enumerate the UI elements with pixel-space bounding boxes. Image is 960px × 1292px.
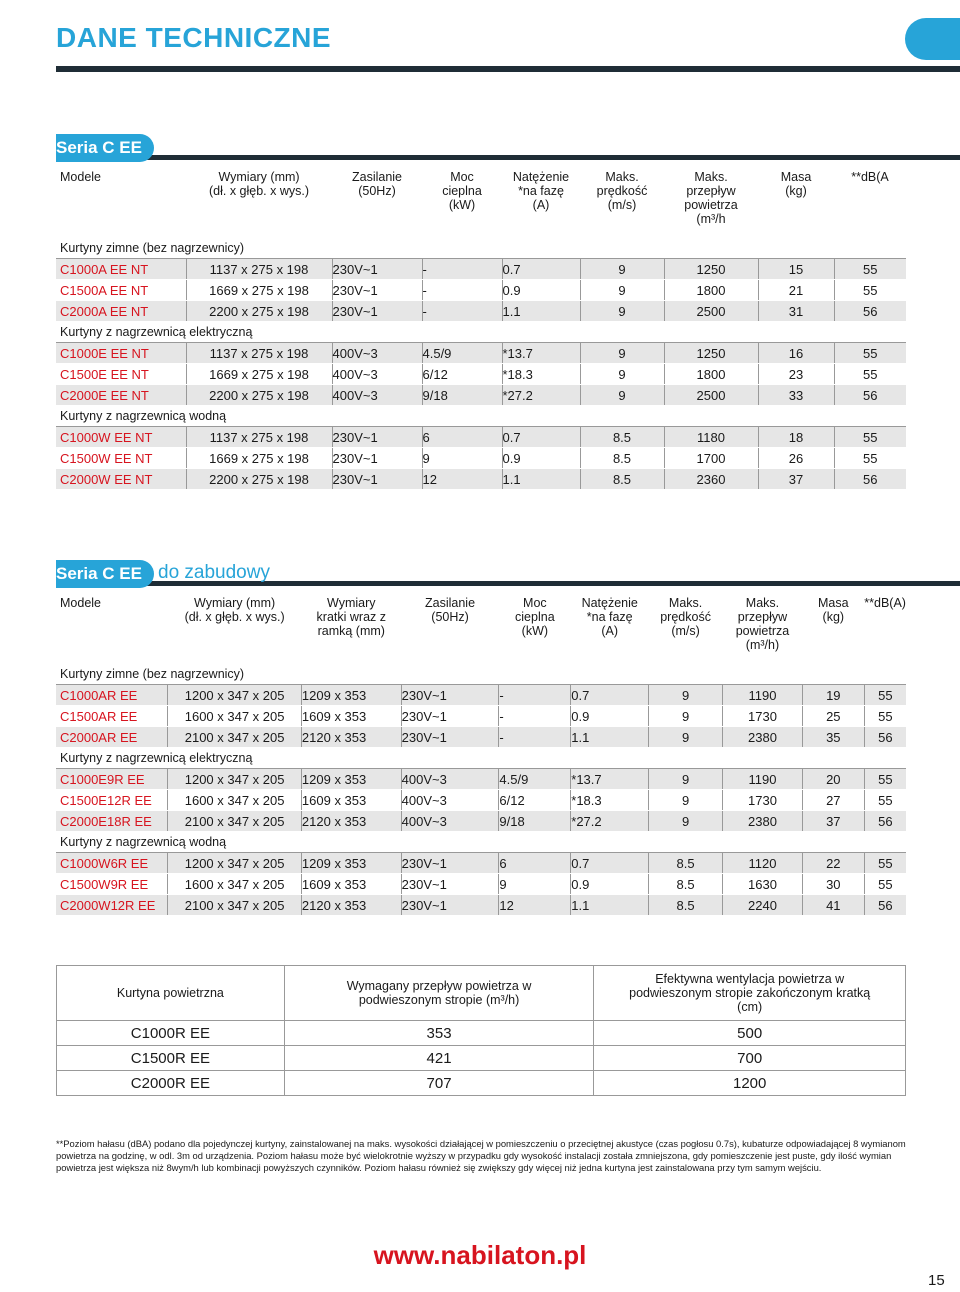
column-header: Maks. prędkość (m/s)	[660, 596, 711, 638]
model-cell: C2000E18R EE	[56, 811, 168, 832]
value-cell: 0.9	[502, 448, 580, 469]
value-cell: 1200	[594, 1071, 906, 1096]
value-cell: 1730	[723, 706, 803, 727]
value-cell: 41	[802, 895, 864, 916]
model-cell: C1000AR EE	[56, 685, 168, 706]
table-row	[56, 853, 906, 874]
section-label: Kurtyny zimne (bez nagrzewnicy)	[56, 664, 906, 685]
value-cell: 230V~1	[401, 895, 499, 916]
value-cell: 8.5	[649, 895, 723, 916]
column-header: Maks. przepływ powietrza (m³/h	[684, 170, 738, 226]
value-cell: 1180	[664, 427, 758, 448]
value-cell: 55	[834, 448, 906, 469]
value-cell: 1.1	[571, 727, 649, 748]
value-cell: 8.5	[580, 469, 664, 490]
series-2-tab	[56, 560, 154, 588]
value-cell: 15	[758, 259, 834, 280]
section-row	[56, 748, 906, 769]
model-cell: C1000E9R EE	[56, 769, 168, 790]
column-header: Modele	[60, 170, 101, 184]
footnote: **Poziom hałasu (dBA) podano dla pojedynczej kurtyny, zainstalowanej na maks. wysokości działającej w pomieszczeniu o przeciętnej akustyce (czas pogłosu 0.7s), kubaturze odpowiadającej 8 wymianom powietrza na godzinę, w odl. 3m od urządzenia. Poziom hałasu może być wielokrotnie wyższy w przypadku gdy wysokość instalacji została zmniejszona, gdy pomieszczenie jest puste, gdy ilość wymian powietrza jest większa niż 8wym/h lub kombinacji powyższych czynników. Poziom hałasu również się zwiększy gdy więcej niż jedna kurtyna jest zainstalowana przy tym samym wejściu.	[56, 1138, 906, 1173]
value-cell: 0.9	[502, 280, 580, 301]
value-cell: 55	[864, 790, 906, 811]
value-cell: 1.1	[502, 301, 580, 322]
series-2-label: Seria C EE	[56, 564, 142, 583]
table-row	[56, 385, 906, 406]
value-cell: 56	[864, 895, 906, 916]
value-cell: 2200 x 275 x 198	[186, 301, 332, 322]
value-cell: 9	[649, 685, 723, 706]
column-header: Wymagany przepływ powietrza w podwieszonym stropie (m³/h)	[284, 966, 594, 1021]
column-header: Natężenie *na fazę (A)	[512, 170, 570, 212]
column-header: Zasilanie (50Hz)	[425, 596, 476, 624]
value-cell: 500	[594, 1021, 906, 1046]
table-row	[56, 364, 906, 385]
table-row	[56, 790, 906, 811]
value-cell: 9	[580, 385, 664, 406]
value-cell: 2200 x 275 x 198	[186, 385, 332, 406]
value-cell: 230V~1	[332, 448, 422, 469]
value-cell: 26	[758, 448, 834, 469]
value-cell: 1669 x 275 x 198	[186, 448, 332, 469]
value-cell: 1120	[723, 853, 803, 874]
value-cell: 56	[834, 301, 906, 322]
value-cell: 0.7	[502, 259, 580, 280]
model-cell: C1000R EE	[57, 1021, 285, 1046]
column-header: **dB(A)	[864, 596, 906, 610]
value-cell: 0.9	[571, 874, 649, 895]
value-cell: 707	[284, 1071, 594, 1096]
value-cell: 1.1	[502, 469, 580, 490]
value-cell: 230V~1	[401, 853, 499, 874]
ceiling-table	[56, 965, 906, 1096]
value-cell: 1250	[664, 343, 758, 364]
column-header: **dB(A	[851, 170, 889, 184]
value-cell: 56	[864, 811, 906, 832]
value-cell: 9	[580, 364, 664, 385]
value-cell: *18.3	[502, 364, 580, 385]
value-cell: 1669 x 275 x 198	[186, 364, 332, 385]
section-label: Kurtyny z nagrzewnicą wodną	[56, 406, 906, 427]
column-header: Wymiary (mm) (dł. x głęb. x wys.)	[184, 596, 285, 624]
model-cell: C1000W6R EE	[56, 853, 168, 874]
section-label: Kurtyny z nagrzewnicą elektryczną	[56, 748, 906, 769]
value-cell: *13.7	[571, 769, 649, 790]
table-row	[56, 727, 906, 748]
value-cell: 19	[802, 685, 864, 706]
value-cell: 56	[834, 385, 906, 406]
value-cell: 1200 x 347 x 205	[168, 853, 302, 874]
value-cell: 230V~1	[401, 685, 499, 706]
value-cell: 37	[802, 811, 864, 832]
model-cell: C2000A EE NT	[56, 301, 186, 322]
model-cell: C1000E EE NT	[56, 343, 186, 364]
value-cell: 30	[802, 874, 864, 895]
table-row	[56, 280, 906, 301]
value-cell: *18.3	[571, 790, 649, 811]
value-cell: 12	[422, 469, 502, 490]
section-row	[56, 664, 906, 685]
value-cell: 230V~1	[332, 469, 422, 490]
value-cell: 230V~1	[332, 301, 422, 322]
value-cell: *27.2	[571, 811, 649, 832]
value-cell: 2360	[664, 469, 758, 490]
value-cell: 1609 x 353	[301, 874, 401, 895]
column-header: Moc cieplna (kW)	[515, 596, 555, 638]
model-cell: C2000AR EE	[56, 727, 168, 748]
value-cell: 1669 x 275 x 198	[186, 280, 332, 301]
value-cell: 20	[802, 769, 864, 790]
value-cell: 55	[834, 427, 906, 448]
value-cell: 1.1	[571, 895, 649, 916]
value-cell: 8.5	[649, 853, 723, 874]
value-cell: 55	[834, 280, 906, 301]
value-cell: 2100 x 347 x 205	[168, 895, 302, 916]
section-row	[56, 832, 906, 853]
value-cell: 1209 x 353	[301, 685, 401, 706]
column-header: Efektywna wentylacja powietrza w podwieszonym stropie zakończonym kratką (cm)	[594, 966, 906, 1021]
value-cell: 35	[802, 727, 864, 748]
series-2-subtitle: do zabudowy	[158, 562, 270, 583]
website-url[interactable]: www.nabilaton.pl	[373, 1240, 587, 1270]
table-row	[56, 874, 906, 895]
model-cell: C1500R EE	[57, 1046, 285, 1071]
value-cell: 9	[499, 874, 571, 895]
value-cell: 2500	[664, 301, 758, 322]
value-cell: 1800	[664, 364, 758, 385]
value-cell: 4.5/9	[422, 343, 502, 364]
section-row	[56, 406, 906, 427]
table-row	[56, 427, 906, 448]
value-cell: 9	[580, 301, 664, 322]
model-cell: C2000W12R EE	[56, 895, 168, 916]
value-cell: 21	[758, 280, 834, 301]
table-row	[57, 1071, 906, 1096]
section-label: Kurtyny zimne (bez nagrzewnicy)	[56, 238, 906, 259]
value-cell: 1600 x 347 x 205	[168, 874, 302, 895]
column-header: Masa (kg)	[780, 170, 812, 198]
title-accent-pill	[905, 18, 960, 60]
table-row	[56, 343, 906, 364]
table-row	[56, 259, 906, 280]
value-cell: 1730	[723, 790, 803, 811]
value-cell: 55	[834, 259, 906, 280]
value-cell: 9	[649, 811, 723, 832]
table-row	[56, 811, 906, 832]
column-header: Wymiary (mm) (dł. x głęb. x wys.)	[208, 170, 310, 198]
value-cell: 8.5	[580, 448, 664, 469]
model-cell: C2000W EE NT	[56, 469, 186, 490]
value-cell: 230V~1	[332, 259, 422, 280]
value-cell: 55	[834, 343, 906, 364]
page-title: DANE TECHNICZNE	[56, 22, 332, 53]
value-cell: 1209 x 353	[301, 853, 401, 874]
value-cell: 55	[864, 853, 906, 874]
value-cell: 33	[758, 385, 834, 406]
value-cell: 56	[834, 469, 906, 490]
table-row	[56, 706, 906, 727]
value-cell: -	[499, 706, 571, 727]
value-cell: 55	[834, 364, 906, 385]
value-cell: 9	[422, 448, 502, 469]
value-cell: 9	[649, 727, 723, 748]
value-cell: 56	[864, 727, 906, 748]
spec-table-1	[56, 170, 906, 490]
table-row	[56, 469, 906, 490]
model-cell: C1000A EE NT	[56, 259, 186, 280]
header-row	[56, 596, 906, 664]
value-cell: 1200 x 347 x 205	[168, 769, 302, 790]
value-cell: 9	[580, 259, 664, 280]
table-row	[56, 448, 906, 469]
value-cell: *27.2	[502, 385, 580, 406]
page-number: 15	[928, 1272, 945, 1289]
column-header: Masa (kg)	[818, 596, 849, 624]
table-row	[57, 1046, 906, 1071]
value-cell: 9	[580, 280, 664, 301]
value-cell: 2200 x 275 x 198	[186, 469, 332, 490]
value-cell: 2120 x 353	[301, 895, 401, 916]
value-cell: 9/18	[422, 385, 502, 406]
column-header: Modele	[60, 596, 101, 610]
value-cell: 400V~3	[401, 790, 499, 811]
value-cell: 37	[758, 469, 834, 490]
spec-table-2	[56, 596, 906, 916]
value-cell: 6/12	[499, 790, 571, 811]
value-cell: 1190	[723, 685, 803, 706]
value-cell: 31	[758, 301, 834, 322]
value-cell: -	[499, 727, 571, 748]
value-cell: 55	[864, 685, 906, 706]
value-cell: 421	[284, 1046, 594, 1071]
value-cell: 230V~1	[332, 280, 422, 301]
value-cell: 23	[758, 364, 834, 385]
column-header: Zasilanie (50Hz)	[351, 170, 403, 198]
column-header: Kurtyna powietrzna	[57, 966, 285, 1021]
model-cell: C1000W EE NT	[56, 427, 186, 448]
value-cell: 2380	[723, 727, 803, 748]
value-cell: 1609 x 353	[301, 706, 401, 727]
value-cell: 12	[499, 895, 571, 916]
value-cell: 6/12	[422, 364, 502, 385]
value-cell: 353	[284, 1021, 594, 1046]
column-header: Maks. przepływ powietrza (m³/h)	[735, 596, 790, 652]
value-cell: 1630	[723, 874, 803, 895]
model-cell: C1500E12R EE	[56, 790, 168, 811]
value-cell: -	[422, 259, 502, 280]
value-cell: 230V~1	[332, 427, 422, 448]
value-cell: 1190	[723, 769, 803, 790]
value-cell: 9	[649, 790, 723, 811]
table-row	[56, 685, 906, 706]
value-cell: 1700	[664, 448, 758, 469]
value-cell: 1209 x 353	[301, 769, 401, 790]
value-cell: 6	[422, 427, 502, 448]
table-row	[56, 769, 906, 790]
value-cell: 16	[758, 343, 834, 364]
section-label: Kurtyny z nagrzewnicą wodną	[56, 832, 906, 853]
value-cell: 25	[802, 706, 864, 727]
value-cell: 230V~1	[401, 727, 499, 748]
value-cell: 1800	[664, 280, 758, 301]
value-cell: 2120 x 353	[301, 811, 401, 832]
value-cell: 22	[802, 853, 864, 874]
value-cell: 55	[864, 874, 906, 895]
column-header: Maks. prędkość (m/s)	[596, 170, 648, 212]
value-cell: 2500	[664, 385, 758, 406]
model-cell: C2000R EE	[57, 1071, 285, 1096]
section-label: Kurtyny z nagrzewnicą elektryczną	[56, 322, 906, 343]
value-cell: 0.7	[571, 853, 649, 874]
section-row	[56, 238, 906, 259]
value-cell: 400V~3	[401, 811, 499, 832]
value-cell: 8.5	[580, 427, 664, 448]
value-cell: 1609 x 353	[301, 790, 401, 811]
value-cell: -	[422, 280, 502, 301]
value-cell: 55	[864, 706, 906, 727]
series-1-tab	[56, 134, 154, 162]
value-cell: 1200 x 347 x 205	[168, 685, 302, 706]
table-row	[56, 895, 906, 916]
value-cell: 9	[580, 343, 664, 364]
value-cell: 9	[649, 706, 723, 727]
model-cell: C1500E EE NT	[56, 364, 186, 385]
series-1-label: Seria C EE	[56, 138, 142, 157]
value-cell: 4.5/9	[499, 769, 571, 790]
value-cell: 6	[499, 853, 571, 874]
value-cell: 1250	[664, 259, 758, 280]
value-cell: 0.7	[502, 427, 580, 448]
value-cell: 2100 x 347 x 205	[168, 727, 302, 748]
value-cell: 230V~1	[401, 874, 499, 895]
header-row	[56, 170, 906, 238]
value-cell: 55	[864, 769, 906, 790]
value-cell: 230V~1	[401, 706, 499, 727]
column-header: Natężenie *na fazę (A)	[581, 596, 638, 638]
column-header: Wymiary kratki wraz z ramką (mm)	[316, 596, 386, 638]
value-cell: 400V~3	[401, 769, 499, 790]
series-1-bar	[56, 155, 960, 160]
value-cell: 1137 x 275 x 198	[186, 427, 332, 448]
value-cell: 0.9	[571, 706, 649, 727]
value-cell: 400V~3	[332, 385, 422, 406]
model-cell: C1500A EE NT	[56, 280, 186, 301]
value-cell: 2240	[723, 895, 803, 916]
value-cell: 9	[649, 769, 723, 790]
title-divider	[56, 66, 960, 72]
value-cell: 9/18	[499, 811, 571, 832]
value-cell: *13.7	[502, 343, 580, 364]
value-cell: 8.5	[649, 874, 723, 895]
model-cell: C2000E EE NT	[56, 385, 186, 406]
value-cell: 1137 x 275 x 198	[186, 259, 332, 280]
value-cell: 400V~3	[332, 343, 422, 364]
model-cell: C1500W9R EE	[56, 874, 168, 895]
value-cell: 2100 x 347 x 205	[168, 811, 302, 832]
section-row	[56, 322, 906, 343]
table-row	[56, 301, 906, 322]
value-cell: 18	[758, 427, 834, 448]
value-cell: -	[499, 685, 571, 706]
value-cell: 1137 x 275 x 198	[186, 343, 332, 364]
value-cell: -	[422, 301, 502, 322]
model-cell: C1500W EE NT	[56, 448, 186, 469]
model-cell: C1500AR EE	[56, 706, 168, 727]
value-cell: 2120 x 353	[301, 727, 401, 748]
value-cell: 700	[594, 1046, 906, 1071]
value-cell: 2380	[723, 811, 803, 832]
value-cell: 400V~3	[332, 364, 422, 385]
value-cell: 0.7	[571, 685, 649, 706]
value-cell: 1600 x 347 x 205	[168, 706, 302, 727]
value-cell: 1600 x 347 x 205	[168, 790, 302, 811]
value-cell: 27	[802, 790, 864, 811]
table-row	[57, 1021, 906, 1046]
header-row	[57, 966, 906, 1021]
column-header: Moc cieplna (kW)	[442, 170, 482, 212]
